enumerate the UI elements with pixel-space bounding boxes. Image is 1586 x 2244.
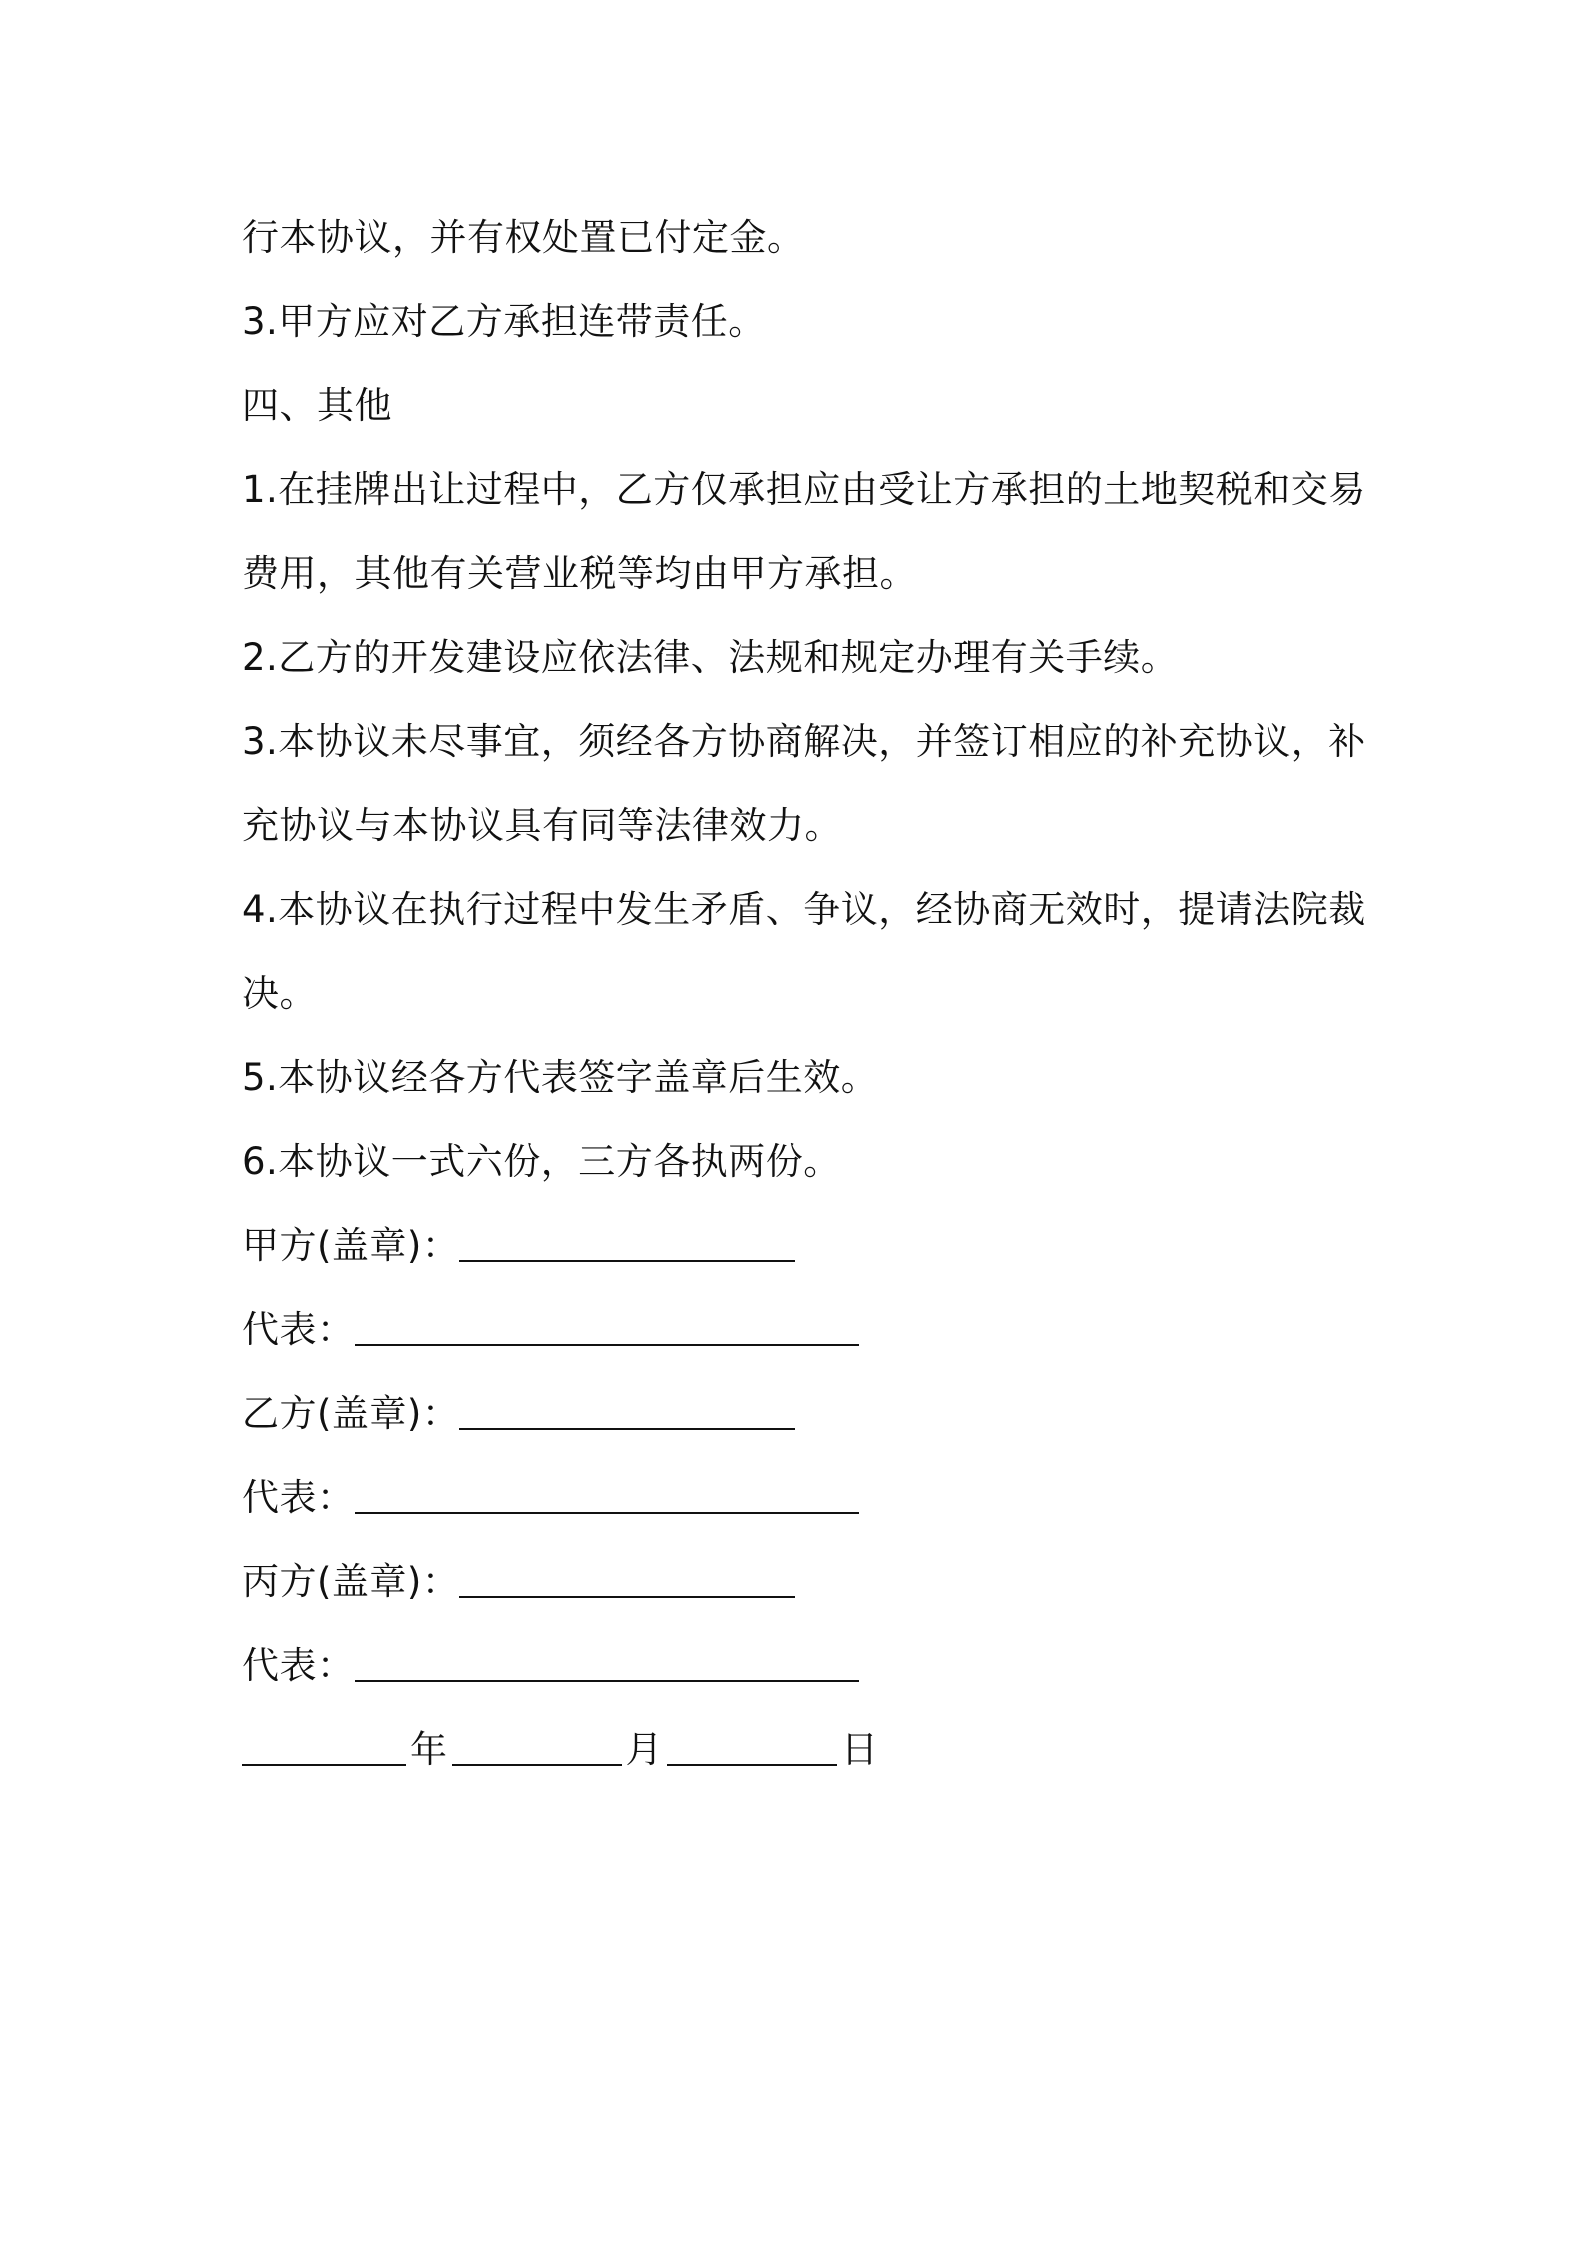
paragraph-line: 3.甲方应对乙方承担连带责任。 <box>242 300 766 343</box>
date-line <box>242 1708 1362 1792</box>
party-a-signature-blank[interactable] <box>459 1230 795 1262</box>
party-b-signature-blank[interactable] <box>459 1398 795 1430</box>
year-label: 年 <box>410 1728 448 1771</box>
rep-b-signature-blank[interactable] <box>355 1482 859 1514</box>
signature-party-a <box>242 1204 1362 1288</box>
day-blank[interactable] <box>667 1734 837 1766</box>
paragraph-line: 1.在挂牌出让过程中，乙方仅承担应由受让方承担的土地契税和交易 <box>242 468 1366 511</box>
party-a-label: 甲方(盖章)： <box>242 1224 460 1267</box>
party-b-label: 乙方(盖章)： <box>242 1392 460 1435</box>
rep-a-signature-blank[interactable] <box>355 1314 859 1346</box>
month-label: 月 <box>625 1728 663 1771</box>
paragraph-line: 5.本协议经各方代表签字盖章后生效。 <box>242 1056 879 1099</box>
paragraph-line: 3.本协议未尽事宜，须经各方协商解决，并签订相应的补充协议，补 <box>242 720 1366 763</box>
rep-b-label: 代表： <box>242 1476 355 1519</box>
day-label: 日 <box>841 1728 879 1771</box>
party-c-signature-blank[interactable] <box>459 1566 795 1598</box>
paragraph-line: 充协议与本协议具有同等法律效力。 <box>242 804 842 847</box>
rep-c-signature-blank[interactable] <box>355 1650 859 1682</box>
paragraph-line: 6.本协议一式六份，三方各执两份。 <box>242 1140 841 1183</box>
document-body <box>242 196 1366 1792</box>
section-heading: 四、其他 <box>242 384 392 427</box>
signature-party-b <box>242 1372 1362 1456</box>
signature-rep-c <box>242 1624 1362 1708</box>
month-blank[interactable] <box>452 1734 622 1766</box>
paragraph-line: 行本协议，并有权处置已付定金。 <box>242 216 805 259</box>
rep-a-label: 代表： <box>242 1308 355 1351</box>
paragraph-line: 2.乙方的开发建设应依法律、法规和规定办理有关手续。 <box>242 636 1179 679</box>
signature-party-c <box>242 1540 1362 1624</box>
signature-rep-b <box>242 1456 1362 1540</box>
signature-rep-a <box>242 1288 1362 1372</box>
paragraph-line: 费用，其他有关营业税等均由甲方承担。 <box>242 552 917 595</box>
year-blank[interactable] <box>242 1734 406 1766</box>
paragraph-line: 决。 <box>242 972 317 1015</box>
rep-c-label: 代表： <box>242 1644 355 1687</box>
party-c-label: 丙方(盖章)： <box>242 1560 460 1603</box>
paragraph-line: 4.本协议在执行过程中发生矛盾、争议，经协商无效时，提请法院裁 <box>242 888 1366 931</box>
